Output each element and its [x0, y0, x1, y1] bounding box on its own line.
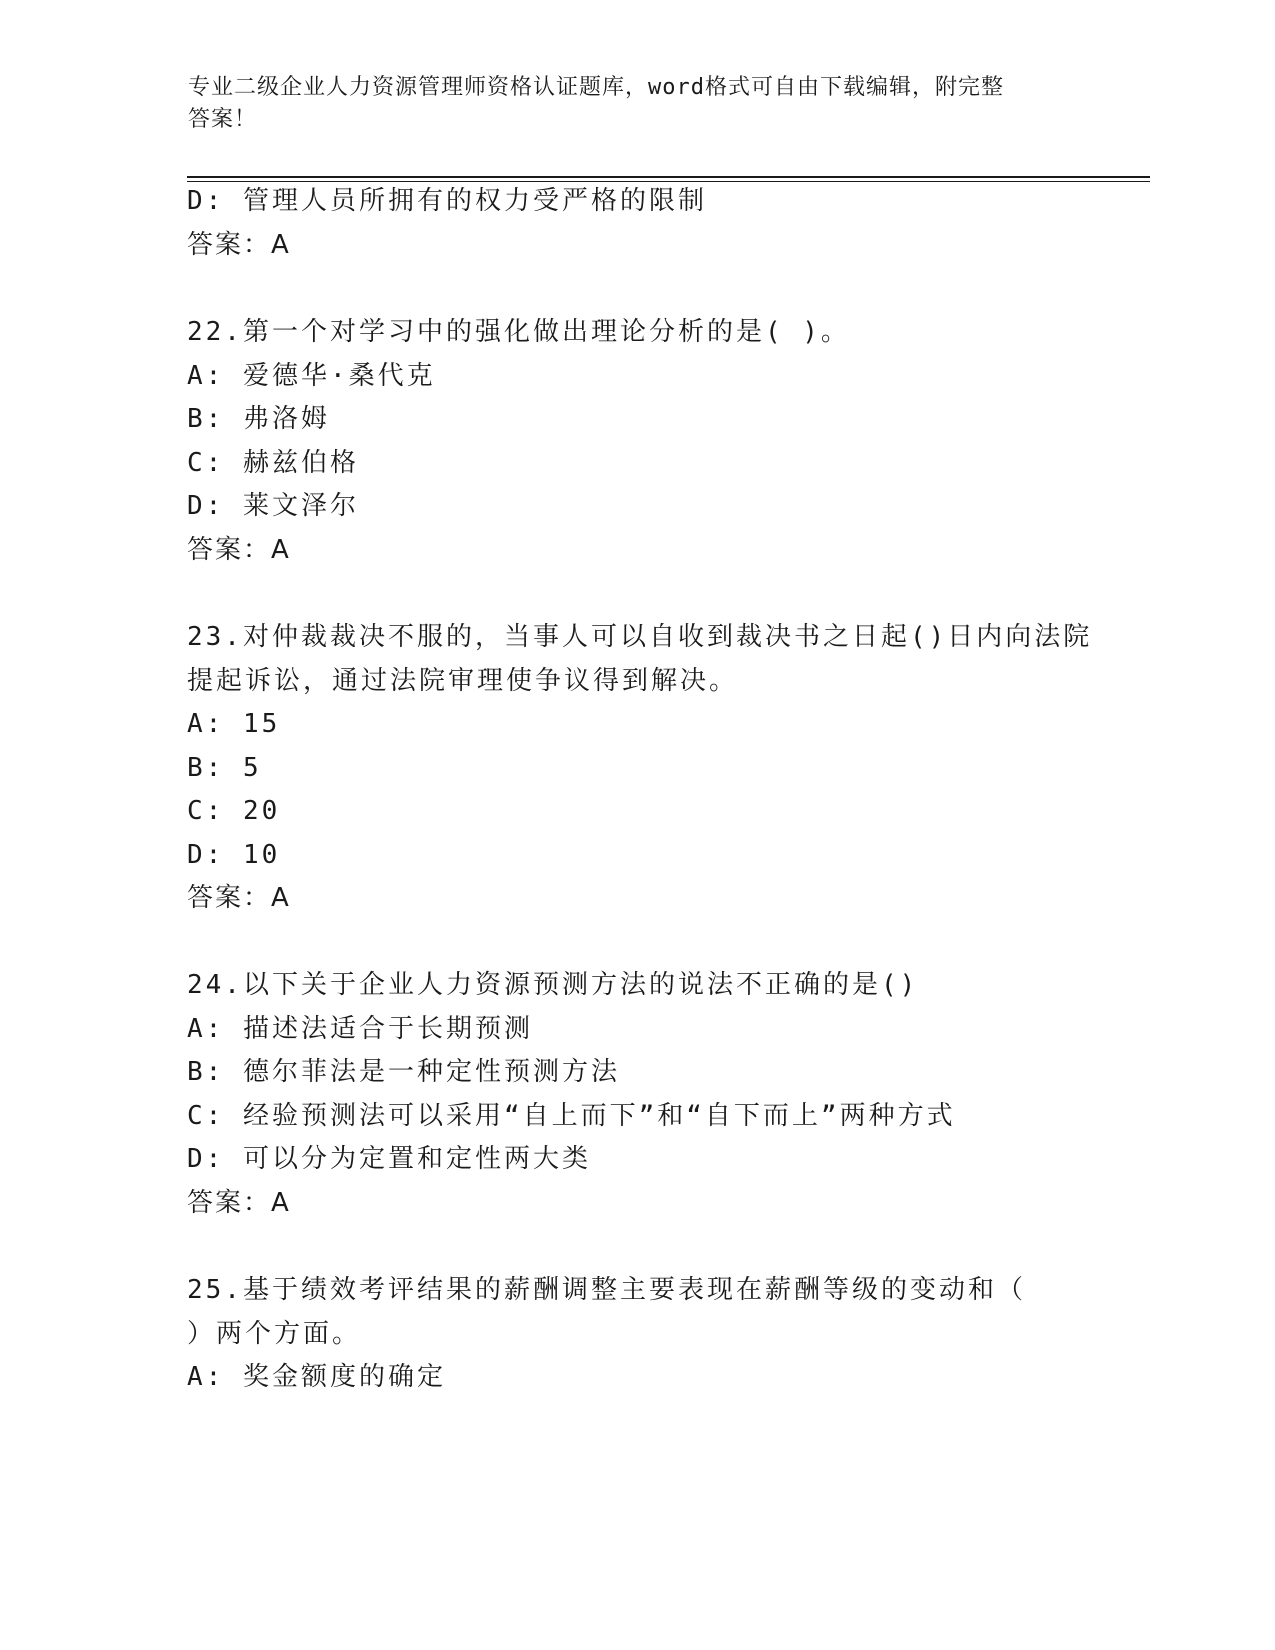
q23-option-d: D: 10 — [187, 840, 281, 870]
q22-answer: 答案：A — [187, 535, 291, 565]
q24-stem-line: 24.以下关于企业人力资源预测方法的说法不正确的是() — [187, 970, 919, 1000]
q23-option-c: C: 20 — [187, 796, 281, 826]
document-header: 专业二级企业人力资源管理师资格认证题库，word格式可自由下载编辑，附完整 答案！ — [188, 75, 1004, 132]
q22-option-b: B: 弗洛姆 — [187, 404, 330, 434]
q23-answer: 答案：A — [187, 883, 291, 913]
q25-option-a: A: 奖金额度的确定 — [187, 1362, 446, 1392]
q22-option-d: D: 莱文泽尔 — [187, 491, 359, 521]
q24-option-a: A: 描述法适合于长期预测 — [187, 1014, 533, 1044]
q24-option-d: D: 可以分为定置和定性两大类 — [187, 1144, 591, 1174]
q22-stem-line: 22.第一个对学习中的强化做出理论分析的是( )。 — [187, 317, 850, 347]
q24-answer: 答案：A — [187, 1188, 291, 1218]
header-divider-thin — [187, 181, 1150, 182]
q25-stem-line: ）两个方面。 — [187, 1319, 362, 1349]
q22-option-a: A: 爱德华·桑代克 — [187, 361, 436, 391]
q21-option-d: D: 管理人员所拥有的权力受严格的限制 — [187, 186, 707, 216]
q23-option-a: A: 15 — [187, 709, 281, 739]
q25-stem-line: 25.基于绩效考评结果的薪酬调整主要表现在薪酬等级的变动和（ — [187, 1275, 1026, 1305]
q21-answer: 答案：A — [187, 230, 291, 260]
q23-option-b: B: 5 — [187, 753, 262, 783]
q24-option-c: C: 经验预测法可以采用“自上而下”和“自下而上”两种方式 — [187, 1101, 956, 1131]
q23-stem-line: 提起诉讼，通过法院审理使争议得到解决。 — [187, 666, 739, 696]
q22-option-c: C: 赫兹伯格 — [187, 448, 359, 478]
q23-stem-line: 23.对仲裁裁决不服的，当事人可以自收到裁决书之日起()日内向法院 — [187, 622, 1093, 652]
header-divider-thick — [187, 176, 1150, 178]
q24-option-b: B: 德尔菲法是一种定性预测方法 — [187, 1057, 620, 1087]
